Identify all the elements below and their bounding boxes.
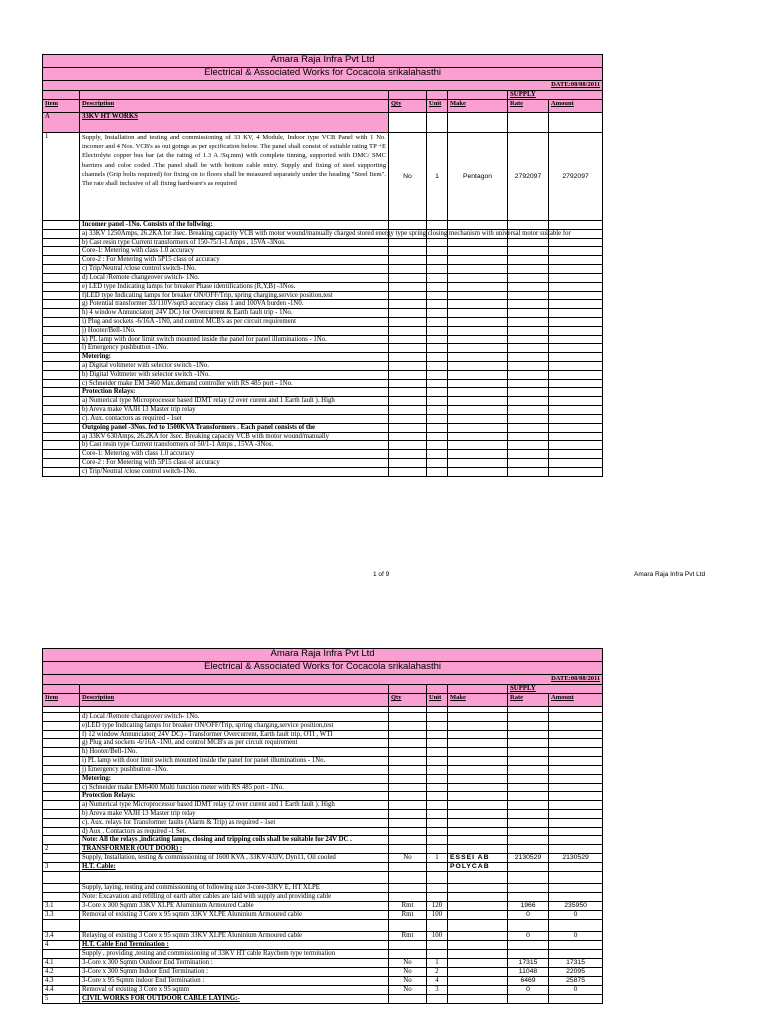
cell-unit: 3: [427, 986, 448, 995]
spec-line: d) Local /Remote changeover switch- 1No.: [80, 713, 389, 722]
spec-line-row: [43, 441, 603, 450]
cell-item: [43, 872, 80, 884]
cell-qty: Rmt: [389, 902, 427, 911]
sheet-page-2: [42, 648, 602, 1004]
spec-line: Protection Relays:: [80, 792, 389, 801]
project-subtitle: Electrical & Associated Works for Cocacola srikalahasthi: [43, 68, 603, 81]
spec-line: l) Emergency pushbutton -1No.: [80, 344, 389, 353]
cell-make: [448, 950, 508, 959]
cell-item: [43, 854, 80, 863]
spec-line: b) Cast resin type Current transformers of 150-75/1-1 Amps , 15VA -3Nos.: [80, 238, 389, 247]
cell-amount: [549, 920, 603, 932]
spec-line-row: [43, 801, 603, 810]
footer-company: Amara Raja Infra Pvt Ltd: [634, 571, 706, 578]
cell-unit: [427, 884, 448, 893]
table-row: [43, 863, 603, 872]
cell-unit: [427, 950, 448, 959]
spec-line: a) Numerical type Microprocessor based IDMT relay (2 over curent and 1 Earth fault ). High: [80, 801, 389, 810]
col-item-header: Item: [43, 694, 80, 707]
cell-qty: [389, 920, 427, 932]
spec-line: Core-2 : For Metering with 5P15 class of accuracy: [80, 256, 389, 265]
page-1-spec-lines: [43, 221, 603, 477]
spec-line: a) 33KV 1250Amps, 26.2KA for 3sec. Breaking capacity VCB with motor wound/manually charged stored energy type spring closing mechanism with universal motor suitable for: [80, 229, 389, 238]
spec-line: g) Potential transformer 33/110V/sqrt3 accuracy class 1 and 100VA burden -1N0.: [80, 300, 389, 309]
spec-line-row: [43, 432, 603, 441]
cell-desc: [80, 872, 389, 884]
spec-line-row: [43, 783, 603, 792]
cell-amount: [549, 995, 603, 1004]
cell-desc: Removal of existing 3 Core x 95 sqmm: [80, 986, 389, 995]
cell-amount: 17315: [549, 959, 603, 968]
spec-line: i) Plug and sockets -6/16A -1N0, and control MCB's as per circuit requirement: [80, 317, 389, 326]
cell-unit: 1: [427, 854, 448, 863]
company-title: Amara Raja Infra Pvt Ltd: [43, 55, 603, 68]
cell-amount: [549, 884, 603, 893]
spec-line: k) PL lamp with door limit switch mounted inside the panel for panel illuminations - 1No.: [80, 335, 389, 344]
spec-line: b) Areva make VAJH 13 Master trip relay: [80, 809, 389, 818]
cell-rate: [508, 995, 549, 1004]
company-title: Amara Raja Infra Pvt Ltd: [43, 649, 603, 662]
col-rate-header: Rate: [508, 694, 549, 707]
spec-line-row: [43, 836, 603, 845]
spec-line-row: [43, 792, 603, 801]
spec-line: e) LED type Indicating lamps for breaker Phase identifications (R,Y,B) -3Nos.: [80, 282, 389, 291]
spec-line-row: [43, 827, 603, 836]
cell-amount: [549, 863, 603, 872]
cell-item: 2: [43, 845, 80, 854]
col-amount-header: Amount: [549, 694, 603, 707]
cell-qty: No: [389, 854, 427, 863]
spec-line-row: [43, 765, 603, 774]
cell-desc: Supply, Installation, testing & commissioning of 1600 KVA , 33KV/433V, Dyn11, Oil cooled: [80, 854, 389, 863]
cell-make: [448, 932, 508, 941]
spec-line-row: [43, 757, 603, 766]
cell-item: 3.3: [43, 911, 80, 920]
spec-line-row: [43, 739, 603, 748]
date-label: DATE:08/08/2011: [43, 81, 603, 91]
spec-line: i) PL lamp with door limit switch mounted inside the panel for panel illuminations - 1No.: [80, 757, 389, 766]
cell-make: [448, 977, 508, 986]
spec-line: Note: All the relays ,indicating lamps, closing and tripping coils shall be suitable for 24V DC .: [80, 836, 389, 845]
cell-rate: [508, 920, 549, 932]
cell-make: [448, 902, 508, 911]
cell-amount: [549, 893, 603, 902]
cell-item: [43, 920, 80, 932]
boq-table-page-1: [42, 54, 603, 477]
supply-label: SUPPLY: [508, 91, 603, 100]
spec-line-row: [43, 379, 603, 388]
cell-qty: Rmt: [389, 932, 427, 941]
cell-desc: 3-Core x 300 Sqmm 33KV XLPE Aluminium Armoured Cable: [80, 902, 389, 911]
spec-line: g) Plug and sockets -6/16A -1N0, and control MCB's as per circuit requirement: [80, 739, 389, 748]
spec-line-row: [43, 256, 603, 265]
spec-line: c) Trip/Neutral /close control switch-1No.: [80, 265, 389, 274]
spec-line: h) 4 window Annunciator( 24V DC) for Overcurrent & Earth fault trip - 1No.: [80, 309, 389, 318]
cell-item: 4: [43, 941, 80, 950]
spec-line-row: [43, 362, 603, 371]
spec-line: f) 12 window Annunciator( 24V DC) - Transformer Overcurrent, Earth fault trip, OTI , WTI: [80, 730, 389, 739]
cell-unit: [427, 845, 448, 854]
cell-qty: [389, 995, 427, 1004]
cell-rate: [508, 872, 549, 884]
spec-line: b) Areva make VAJH 13 Master trip relay: [80, 406, 389, 415]
cell-amount: 0: [549, 911, 603, 920]
cell-make: [448, 995, 508, 1004]
col-description-header: Description: [80, 100, 389, 113]
spec-line-row: [43, 721, 603, 730]
spec-line: d) Local /Remote changeover switch- 1No.: [80, 273, 389, 282]
boq-table-page-2: [42, 648, 603, 1004]
cell-rate: [508, 893, 549, 902]
cell-qty: No: [389, 986, 427, 995]
spec-line-row: [43, 247, 603, 256]
table-row: [43, 893, 603, 902]
spec-line: j) Emergency pushbutton -1No.: [80, 765, 389, 774]
spec-line: h) Hooter/Bell-1No.: [80, 748, 389, 757]
table-row: [43, 959, 603, 968]
section-row: A 33KV HT WORKS: [43, 113, 603, 133]
cell-item: 5: [43, 995, 80, 1004]
spec-line-row: [43, 221, 603, 230]
spec-line-row: [43, 414, 603, 423]
spec-line: Outgoing panel -3Nos. fed to 1500KVA Transformers . Each panel consists of the: [80, 423, 389, 432]
spec-line-row: [43, 344, 603, 353]
cell-item: [43, 893, 80, 902]
cell-rate: 1966: [508, 902, 549, 911]
cell-rate: [508, 941, 549, 950]
spec-line: Core-1: Metering with class 1.0 accuracy: [80, 450, 389, 459]
cell-unit: [427, 995, 448, 1004]
cell-item: 4.2: [43, 968, 80, 977]
cell-rate: 0: [508, 986, 549, 995]
cell-rate: [508, 950, 549, 959]
cell-item: [43, 884, 80, 893]
cell-item: 3.4: [43, 932, 80, 941]
cell-desc: 3-Core x 95 Sqmm indoor End Termination :: [80, 977, 389, 986]
spec-line: Core-1: Metering with class 1.0 accuracy: [80, 247, 389, 256]
cell-desc: Note: Excavation and refilling of earth after cables are laid with supply and providing cable: [80, 893, 389, 902]
cell-make: [448, 986, 508, 995]
spec-line-row: [43, 458, 603, 467]
table-row: [43, 854, 603, 863]
item-row-1: 1 Supply, Installation and testing and commissioning of 33 KV, 4 Module, Indoor type VCB Panel with 1 No. incomer and 4 Nos. VCB's as out goings as per spcification below. The panel shall consist of suitable rating TP +E Electrolyte copper bus bar (at the rating of 1.3 A /Sq.mm) with complete tinning, supported with DMC/ SMC barriers and color coded .The panel shall be with bottom cable entry. Supply and fixing of steel supporting channels (Grip bolts required) for fixing on to floors shall be measured separately under the heading "Steel Item". The rate shall inclusive of all fixing hardware's as required No 1 Pentagon 2792097 2792097: [43, 133, 603, 221]
cell-unit: [427, 920, 448, 932]
cell-item: 4.4: [43, 986, 80, 995]
cell-amount: [549, 845, 603, 854]
cell-amount: 0: [549, 986, 603, 995]
spec-line-row: [43, 265, 603, 274]
col-amount-header: Amount: [549, 100, 603, 113]
cell-rate: 6469: [508, 977, 549, 986]
col-make-header: Make: [448, 100, 508, 113]
cell-make: [448, 845, 508, 854]
cell-qty: [389, 950, 427, 959]
cell-amount: [549, 872, 603, 884]
spec-line-row: [43, 353, 603, 362]
cell-rate: 0: [508, 911, 549, 920]
cell-qty: Rmt: [389, 911, 427, 920]
spec-line: Metering:: [80, 774, 389, 783]
table-row: [43, 911, 603, 920]
table-row: [43, 920, 603, 932]
cell-amount: 0: [549, 932, 603, 941]
cell-make: [448, 911, 508, 920]
spec-line-row: [43, 406, 603, 415]
spec-line-row: [43, 774, 603, 783]
supply-label: SUPPLY: [508, 685, 603, 694]
table-row: [43, 977, 603, 986]
col-description-header: Description: [80, 694, 389, 707]
cell-rate: [508, 845, 549, 854]
cell-amount: 22095: [549, 968, 603, 977]
table-row: [43, 872, 603, 884]
cell-desc: Relaying of existing 3 Core x 95 sqmm 33KV XLPE Aluninium Armoured cable: [80, 932, 389, 941]
page-number: 1 of 9: [373, 571, 390, 578]
cell-desc: Removal of existing 3 Core x 95 sqmm 33KV XLPE Aluninium Armoured cable: [80, 911, 389, 920]
spec-line-row: [43, 748, 603, 757]
table-row: [43, 941, 603, 950]
sheet-page-1: [42, 54, 602, 477]
cell-make: ESSEI AB: [448, 854, 508, 863]
cell-unit: 4: [427, 977, 448, 986]
spec-line: b) Cast resin type Current transformers of 50/1-1 Amps , 15VA -3Nos.: [80, 441, 389, 450]
col-unit-header: Unit: [427, 100, 448, 113]
cell-desc: H.T. Cable End Termination :: [80, 941, 389, 950]
cell-make: [448, 884, 508, 893]
cell-make: [448, 920, 508, 932]
cell-rate: 0: [508, 932, 549, 941]
spec-line-row: [43, 713, 603, 722]
spec-line: Protection Relays:: [80, 388, 389, 397]
cell-rate: 11048: [508, 968, 549, 977]
cell-desc: TRANSFORMER (OUT DOOR) :: [80, 845, 389, 854]
spec-line-row: [43, 335, 603, 344]
col-qty-header: Qty: [389, 100, 427, 113]
cell-amount: [549, 941, 603, 950]
col-qty-header: Qty: [389, 694, 427, 707]
spec-line: b) Digital Voltmeter with selector switch -1No.: [80, 370, 389, 379]
spec-line-row: [43, 229, 603, 238]
spec-line: e)LED type Indicating lamps for breaker ON/OFF/Trip, spring charging,service position,test: [80, 721, 389, 730]
cell-unit: [427, 863, 448, 872]
project-subtitle: Electrical & Associated Works for Cocacola srikalahasthi: [43, 662, 603, 675]
cell-qty: No: [389, 959, 427, 968]
spec-line: f)LED type Indicating lamps for breaker ON/OFF/Trip, spring charging,service position,test: [80, 291, 389, 300]
cell-unit: 120: [427, 902, 448, 911]
cell-desc: 3-Core x 300 Sqmm Outdoor End Termination :: [80, 959, 389, 968]
cell-amount: 235950: [549, 902, 603, 911]
cell-desc: Supply , providing ,testing and commissioning of 33KV HT cable Raychem type termination: [80, 950, 389, 959]
spec-line: Core-2 : For Metering with 5P15 class of accuracy: [80, 458, 389, 467]
table-row: [43, 968, 603, 977]
cell-rate: 17315: [508, 959, 549, 968]
page-2-item-rows: [43, 845, 603, 1004]
col-item-header: Item: [43, 100, 80, 113]
cell-amount: [549, 950, 603, 959]
cell-desc: Supply, laying, testing and commissioning of following size 3-core-33KV E, HT XLPE: [80, 884, 389, 893]
cell-unit: [427, 941, 448, 950]
table-row: [43, 995, 603, 1004]
cell-make: [448, 968, 508, 977]
cell-make: [448, 941, 508, 950]
spec-line: a) 33KV 630Amps, 26.2KA for 3sec. Breaking capacity VCB with motor wound/manually: [80, 432, 389, 441]
spec-line-row: [43, 300, 603, 309]
spec-line: c) Schneider make EM6400 Multi function meter with RS 485 port - 1No.: [80, 783, 389, 792]
cell-item: 4.1: [43, 959, 80, 968]
cell-make: [448, 872, 508, 884]
spec-line-row: [43, 238, 603, 247]
table-row: [43, 986, 603, 995]
spec-line-row: [43, 467, 603, 476]
cell-qty: [389, 941, 427, 950]
spec-line-row: [43, 291, 603, 300]
col-make-header: Make: [448, 694, 508, 707]
cell-item: 4.3: [43, 977, 80, 986]
spec-line-row: [43, 309, 603, 318]
table-row: [43, 932, 603, 941]
page-2-spec-lines: [43, 713, 603, 845]
cell-item: 3.1: [43, 902, 80, 911]
spec-line-row: [43, 273, 603, 282]
spec-line-row: [43, 388, 603, 397]
cell-desc: H.T. Cable:: [80, 863, 389, 872]
spec-line-row: [43, 397, 603, 406]
spec-line: Metering:: [80, 353, 389, 362]
cell-unit: [427, 893, 448, 902]
cell-qty: [389, 872, 427, 884]
spec-line: c). Aux. contactors as required - 1set: [80, 414, 389, 423]
cell-make: [448, 893, 508, 902]
date-label: DATE:08/08/2011: [43, 675, 603, 685]
spec-line-row: [43, 282, 603, 291]
spec-line: j) Hooter/Bell-1No.: [80, 326, 389, 335]
cell-item: [43, 950, 80, 959]
cell-unit: 1: [427, 959, 448, 968]
table-row: [43, 845, 603, 854]
cell-unit: 100: [427, 911, 448, 920]
cell-amount: 2130529: [549, 854, 603, 863]
cell-qty: No: [389, 968, 427, 977]
spec-line: a) Numerical type Microprocessor based IDMT relay (2 over curent and 1 Earth fault ). High: [80, 397, 389, 406]
spec-line: d) Aux . Contactors as required -1 Set.: [80, 827, 389, 836]
spec-line: Incomer panel -1No. Consists of the follwing:: [80, 221, 389, 230]
spec-line-row: [43, 370, 603, 379]
cell-amount: 25875: [549, 977, 603, 986]
cell-desc: 3-Core x 300 Sqmm Indoor End Termination :: [80, 968, 389, 977]
spec-line-row: [43, 423, 603, 432]
spec-line-row: [43, 326, 603, 335]
spec-line-row: [43, 450, 603, 459]
spec-line-row: [43, 730, 603, 739]
table-row: [43, 884, 603, 893]
cell-qty: [389, 863, 427, 872]
cell-qty: [389, 893, 427, 902]
table-row: [43, 902, 603, 911]
cell-item: 3: [43, 863, 80, 872]
cell-qty: [389, 845, 427, 854]
cell-rate: 2130529: [508, 854, 549, 863]
spec-line-row: [43, 818, 603, 827]
cell-unit: [427, 872, 448, 884]
cell-desc: [80, 920, 389, 932]
cell-qty: [389, 884, 427, 893]
spec-line-row: [43, 317, 603, 326]
col-unit-header: Unit: [427, 694, 448, 707]
spec-line: a) Digital voltmeter with selector switch -1No.: [80, 362, 389, 371]
cell-rate: [508, 884, 549, 893]
cell-qty: No: [389, 977, 427, 986]
spec-line: c). Aux. relays for Transformer faults (Alarm & Trip) as required - 1set: [80, 818, 389, 827]
cell-make: [448, 959, 508, 968]
col-rate-header: Rate: [508, 100, 549, 113]
cell-unit: 2: [427, 968, 448, 977]
spec-line: c) Trip/Neutral /close control switch-1No.: [80, 467, 389, 476]
item-1-description: Supply, Installation and testing and commissioning of 33 KV, 4 Module, Indoor type VCB Panel with 1 No. incomer and 4 Nos. VCB's as out goings as per spcification below. The panel shall consist of suitable rating TP +E Electrolyte copper bus bar (at the rating of 1.3 A /Sq.mm) with complete tinning, supported with DMC/ SMC barriers and color coded .The panel shall be with bottom cable entry. Supply and fixing of steel supporting channels (Grip bolts required) for fixing on to floors shall be measured separately under the heading "Steel Item". The rate shall inclusive of all fixing hardware's as required: [80, 133, 389, 221]
table-row: [43, 950, 603, 959]
spec-line-row: [43, 809, 603, 818]
cell-rate: [508, 863, 549, 872]
cell-unit: 100: [427, 932, 448, 941]
cell-desc: CIVIL WORKS FOR OUTDOOR CABLE LAYING:-: [80, 995, 389, 1004]
spec-line: c) Schneider make EM 3460 Max.demand controller with RS 485 port - 1No.: [80, 379, 389, 388]
cell-make: POLYCAB: [448, 863, 508, 872]
